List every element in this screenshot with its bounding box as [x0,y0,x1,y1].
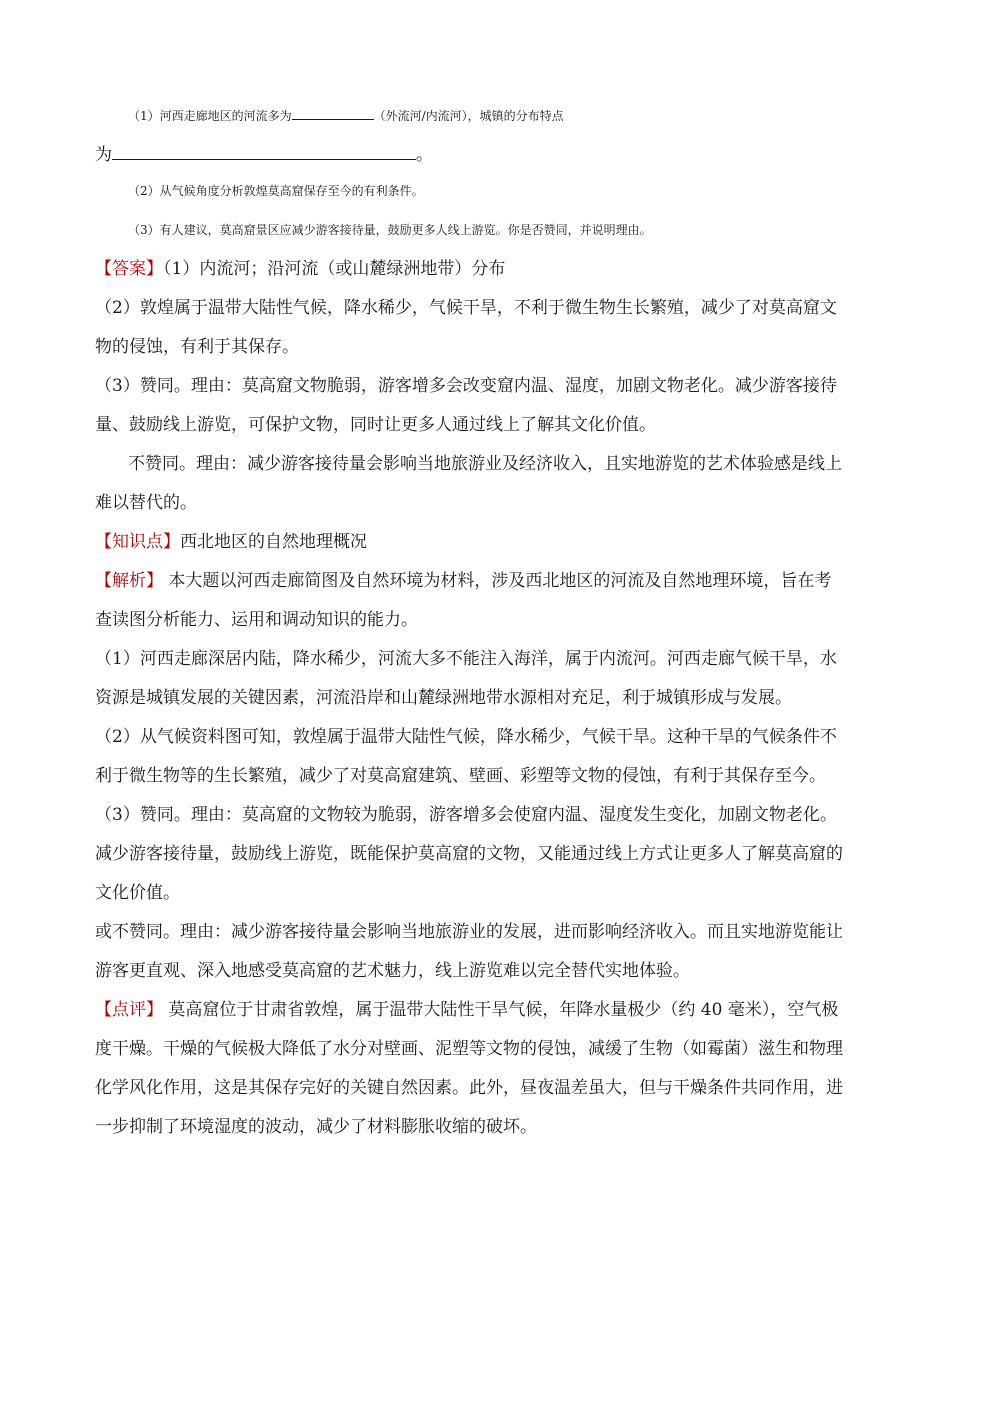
answer-1: （1）内流河；沿河流（或山麓绿洲地带）分布 [163,259,506,279]
analysis-line-7: （3）赞同。理由：莫高窟的文物较为脆弱，游客增多会使窟内温、湿度发生变化，加剧文物老化。 [95,805,837,825]
knowledge-tag: 【知识点】 [95,532,180,552]
answer-3-line-4: 难以替代的。 [95,493,197,513]
question-3: （3）有人建议，莫高窟景区应减少游客接待量，鼓励更多人线上游览。你是否赞同，并说明理由。 [128,223,652,237]
analysis-line-5: （2）从气候资料图可知，敦煌属于温带大陆性气候，降水稀少，气候干旱。这种干旱的气候条件不 [95,727,837,747]
comment-line-1 [95,999,897,1021]
question-1-period: 。 [416,145,433,165]
answer-2-line-1: （2）敦煌属于温带大陆性气候，降水稀少，气候干旱，不利于微生物生长繁殖，减少了对莫高窟文 [95,298,837,318]
question-1-line-1 [128,101,930,127]
answer-line-1 [95,258,897,280]
analysis-line-1 [95,570,897,592]
comment-line-2: 度干燥。干燥的气候极大降低了水分对壁画、泥塑等文物的侵蚀，减缓了生物（如霉菌）滋生和物理 [95,1039,843,1059]
answer-blank-1 [292,101,374,120]
answer-2-line-2: 物的侵蚀，有利于其保存。 [95,337,299,357]
analysis-line-9: 文化价值。 [95,883,180,903]
comment-line-3: 化学风化作用，这是其保存完好的关键自然因素。此外，昼夜温差虽大，但与干燥条件共同作用，进 [95,1078,843,1098]
analysis-line-10: 或不赞同。理由：减少游客接待量会影响当地旅游业的发展，进而影响经济收入。而且实地游览能让 [95,922,843,942]
analysis-line-2: 查读图分析能力、运用和调动知识的能力。 [95,610,418,630]
question-2: （2）从气候角度分析敦煌莫高窟保存至今的有利条件。 [128,184,424,198]
knowledge-text: 西北地区的自然地理概况 [180,532,367,552]
knowledge-line [95,531,897,553]
analysis-line-11: 游客更直观、深入地感受莫高窟的艺术魅力，线上游览难以完全替代实地体验。 [95,961,690,981]
comment-tag: 【点评】 [95,1000,163,1020]
answer-tag: 【答案】 [95,259,163,279]
answer-blank-2 [112,141,416,160]
analysis-line-8: 减少游客接待量，鼓励线上游览，既能保护莫高窟的文物，又能通过线上方式让更多人了解莫高窟的 [95,844,843,864]
analysis-line-3: （1）河西走廊深居内陆，降水稀少，河流大多不能注入海洋，属于内流河。河西走廊气候干旱，水 [95,649,837,669]
answer-3-line-1: （3）赞同。理由：莫高窟文物脆弱，游客增多会改变窟内温、湿度，加剧文物老化。减少游客接待 [95,376,837,396]
answer-3-line-3: 不赞同。理由：减少游客接待量会影响当地旅游业及经济收入，且实地游览的艺术体验感是线上 [128,454,842,474]
comment-text-1: 莫高窟位于甘肃省敦煌，属于温带大陆性干旱气候，年降水量极少（约 40 毫米），空气极 [163,1000,839,1020]
question-1-text-2: 为 [95,145,112,165]
analysis-tag: 【解析】 [95,571,163,591]
question-1-options: （外流河/内流河），城镇的分布特点 [373,109,564,123]
answer-3-line-2: 量、鼓励线上游览，可保护文物，同时让更多人通过线上了解其文化价值。 [95,415,656,435]
analysis-line-6: 利于微生物等的生长繁殖，减少了对莫高窟建筑、壁画、彩塑等文物的侵蚀，有利于其保存至今。 [95,766,826,786]
question-1-line-2 [95,141,897,166]
question-1-text: （1）河西走廊地区的河流多为 [128,109,292,123]
analysis-line-4: 资源是城镇发展的关键因素，河流沿岸和山麓绿洲地带水源相对充足，利于城镇形成与发展。 [95,688,792,708]
comment-line-4: 一步抑制了环境湿度的波动，减少了材料膨胀收缩的破坏。 [95,1117,537,1137]
analysis-text-1: 本大题以河西走廊简图及自然环境为材料，涉及西北地区的河流及自然地理环境，旨在考 [163,571,832,591]
